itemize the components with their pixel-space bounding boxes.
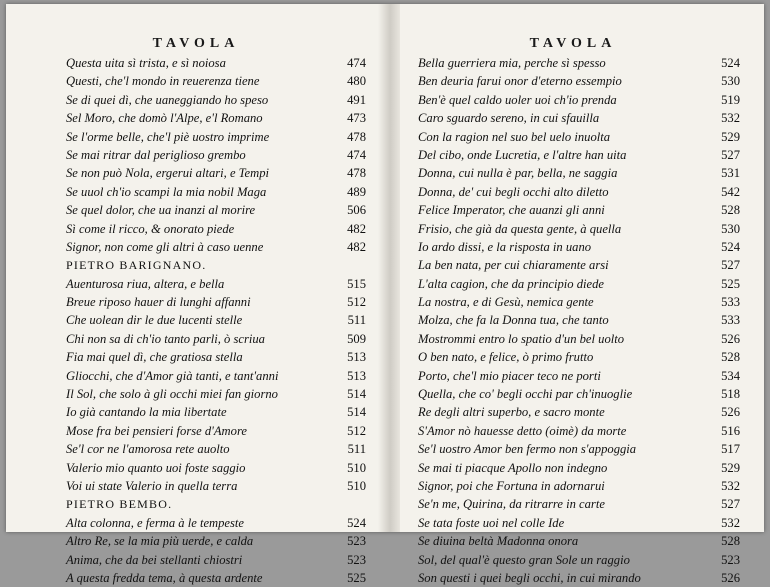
entry-text: S'Amor nò hauesse detto (oimè) da morte [418, 423, 627, 438]
entry-text: Se'l cor ne l'amorosa rete auolto [66, 442, 230, 457]
entry-text: Re degli altri superbo, e sacro monte [418, 405, 605, 420]
index-entry [418, 293, 740, 311]
entry-page-number: 474 [347, 147, 366, 162]
index-entry [66, 551, 366, 569]
entry-text: Signor, poi che Fortuna in adornarui [418, 478, 605, 493]
entry-page-number: 518 [721, 387, 740, 402]
entry-text: Se quel dolor, che ua inanzi al morire [66, 203, 256, 218]
index-entry [66, 440, 366, 458]
entry-page-number: 525 [347, 570, 366, 585]
entry-text: Sol, del qual'è questo gran Sole un raggio [418, 552, 630, 567]
index-entry [418, 422, 740, 440]
entry-text: Che uolean dir le due lucenti stelle [66, 313, 243, 328]
section-heading [66, 256, 366, 274]
index-entry [418, 275, 740, 293]
entry-text: Mostrommi entro lo spatio d'un bel uolto [418, 331, 625, 346]
entry-page-number: 517 [721, 442, 740, 457]
entry-page-number: 526 [721, 405, 740, 420]
entry-page-number: 528 [721, 534, 740, 549]
entry-page-number: 527 [721, 497, 740, 512]
entry-text: Alta colonna, e ferma à le tempeste [66, 515, 245, 530]
index-entry [418, 54, 740, 72]
entry-page-number: 514 [347, 387, 366, 402]
entry-page-number: 506 [347, 203, 366, 218]
index-entry [418, 220, 740, 238]
entry-text: Gliocchi, che d'Amor già tanti, e tant'anni [66, 368, 279, 383]
entry-text: Se diuina beltà Madonna onora [418, 534, 579, 549]
entry-page-number: 529 [721, 129, 740, 144]
entry-page-number: 489 [347, 184, 366, 199]
entry-page-number: 474 [347, 56, 366, 70]
entry-page-number: 528 [721, 350, 740, 365]
entry-text: Se tata foste uoi nel colle Ide [418, 515, 565, 530]
entry-text: Altro Re, se la mia più uerde, e calda [66, 534, 254, 549]
entry-page-number: 509 [347, 331, 366, 346]
entry-page-number: 512 [347, 295, 366, 310]
index-entry [418, 238, 740, 256]
entry-text: Sel Moro, che domò l'Alpe, e'l Romano [66, 111, 263, 126]
entry-text: Felice Imperator, che auanzi gli anni [418, 203, 605, 218]
index-entry [66, 238, 366, 256]
entry-page-number: 525 [721, 276, 740, 291]
entry-page-number: 482 [347, 221, 366, 236]
index-entry [418, 164, 740, 182]
entry-page-number: 514 [347, 405, 366, 420]
entry-text: Io ardo dissi, e la risposta in uano [418, 239, 592, 254]
index-entry [418, 514, 740, 532]
index-entry [418, 311, 740, 329]
entry-text: Del cibo, onde Lucretia, e l'altre han uita [418, 147, 627, 162]
right-page-title: TAVOLA [529, 36, 617, 51]
entry-text: Se di quei dì, che uaneggiando ho speso [66, 92, 269, 107]
entry-page-number: 530 [721, 74, 740, 89]
index-entry [66, 91, 366, 109]
book-gutter [378, 4, 400, 532]
index-entry [66, 311, 366, 329]
index-entry [418, 348, 740, 366]
index-entry [418, 128, 740, 146]
entry-page-number: 478 [347, 129, 366, 144]
index-entry [66, 459, 366, 477]
left-index-list [66, 54, 366, 587]
entry-page-number: 533 [721, 295, 740, 310]
index-entry [66, 201, 366, 219]
index-entry [66, 330, 366, 348]
entry-page-number: 524 [721, 239, 740, 254]
entry-page-number: 515 [347, 276, 366, 291]
index-entry [418, 91, 740, 109]
entry-page-number: 519 [721, 92, 740, 107]
entry-text: Se uuol ch'io scampi la mia nobil Maga [66, 184, 267, 199]
index-entry [418, 477, 740, 495]
index-entry [66, 293, 366, 311]
index-entry [418, 109, 740, 127]
index-entry [418, 440, 740, 458]
entry-page-number: 516 [721, 423, 740, 438]
entry-page-number: 542 [721, 184, 740, 199]
entry-page-number: 529 [721, 460, 740, 475]
entry-text: Mose fra bei pensieri forse d'Amore [66, 423, 247, 438]
entry-page-number: 532 [721, 111, 740, 126]
left-page-title: TAVOLA [152, 36, 240, 51]
index-entry [418, 403, 740, 421]
right-page [418, 4, 740, 585]
entry-text: La nostra, e di Gesù, nemica gente [418, 295, 594, 310]
entry-page-number: 523 [347, 552, 366, 567]
entry-text: Caro sguardo sereno, in cui sfauilla [418, 111, 600, 126]
index-entry [418, 367, 740, 385]
entry-text: Quella, che co' begli occhi par ch'inuoglie [418, 387, 633, 402]
entry-page-number: 482 [347, 239, 366, 254]
entry-text: Fia mai quel dì, che gratiosa stella [66, 350, 243, 365]
index-entry [66, 385, 366, 403]
entry-text: Molza, che fa la Donna tua, che tanto [418, 313, 609, 328]
entry-page-number: 532 [721, 478, 740, 493]
index-entry [66, 477, 366, 495]
entry-text: Io già cantando la mia libertate [66, 405, 227, 420]
entry-text: Questi, che'l mondo in reuerenza tiene [66, 74, 260, 89]
entry-page-number: 531 [721, 166, 740, 181]
index-entry [66, 164, 366, 182]
entry-page-number: 513 [347, 368, 366, 383]
entry-page-number: 532 [721, 515, 740, 530]
entry-page-number: 530 [721, 221, 740, 236]
entry-page-number: 526 [721, 331, 740, 346]
index-entry [66, 367, 366, 385]
entry-page-number: 511 [347, 313, 366, 328]
entry-page-number: 526 [721, 570, 740, 585]
index-entry [418, 256, 740, 274]
entry-text: Frisio, che già da questa gente, à quella [418, 221, 622, 236]
index-entry [66, 128, 366, 146]
entry-page-number: 528 [721, 203, 740, 218]
entry-page-number: 524 [347, 515, 366, 530]
entry-text: O ben nato, e felice, ò primo frutto [418, 350, 594, 365]
right-index-list [418, 54, 740, 587]
left-page [66, 4, 366, 585]
entry-text: Se mai ritrar dal periglioso grembo [66, 147, 246, 162]
index-entry [66, 422, 366, 440]
index-entry [66, 109, 366, 127]
index-entry [418, 495, 740, 513]
entry-page-number: 513 [347, 350, 366, 365]
index-entry [418, 146, 740, 164]
index-entry [418, 532, 740, 550]
book-spread [6, 4, 764, 585]
entry-text: Il Sol, che solo à gli occhi miei fan giorno [66, 387, 278, 402]
entry-text: Son questi i quei begli occhi, in cui mirando [418, 570, 641, 585]
entry-page-number: 512 [347, 423, 366, 438]
entry-text: A questa fredda tema, à questa ardente [66, 570, 263, 585]
index-entry [66, 220, 366, 238]
entry-text: Ben deuria farui onor d'eterno essempio [418, 74, 622, 89]
entry-page-number: 480 [347, 74, 366, 89]
entry-page-number: 478 [347, 166, 366, 181]
entry-page-number: 527 [721, 258, 740, 273]
entry-page-number: 523 [347, 534, 366, 549]
entry-text: Se non può Nola, ergerui altari, e Tempi [66, 166, 270, 181]
entry-text: PIETRO BARIGNANO. [66, 258, 207, 273]
index-entry [418, 385, 740, 403]
entry-text: Con la ragion nel suo bel uelo inuolta [418, 129, 611, 144]
index-entry [418, 72, 740, 90]
index-entry [418, 330, 740, 348]
index-entry [66, 569, 366, 587]
entry-text: PIETRO BEMBO. [66, 497, 173, 512]
entry-text: Questa uita sì trista, e sì noiosa [66, 56, 226, 70]
entry-text: Voi ui state Valerio in quella terra [66, 478, 238, 493]
entry-text: L'alta cagion, che da principio diede [418, 276, 604, 291]
entry-page-number: 534 [721, 368, 740, 383]
entry-page-number: 527 [721, 147, 740, 162]
entry-text: Sì come il ricco, & onorato piede [66, 221, 235, 236]
entry-text: Auenturosa riua, altera, e bella [66, 276, 225, 291]
index-entry [418, 459, 740, 477]
entry-text: Donna, cui nulla è par, bella, ne saggia [418, 166, 618, 181]
entry-text: Valerio mio quanto uoi foste saggio [66, 460, 246, 475]
index-entry [66, 514, 366, 532]
entry-page-number: 533 [721, 313, 740, 328]
entry-page-number: 491 [347, 92, 366, 107]
entry-page-number: 523 [721, 552, 740, 567]
entry-text: Ben'è quel caldo uoler uoi ch'io prenda [418, 92, 617, 107]
index-entry [66, 54, 366, 72]
entry-text: Se mai ti piacque Apollo non indegno [418, 460, 608, 475]
index-entry [66, 146, 366, 164]
entry-text: Se'n me, Quirina, da ritrarre in carte [418, 497, 605, 512]
entry-text: Signor, non come gli altri à caso uenne [66, 239, 264, 254]
entry-text: Chi non sa di ch'io tanto parli, ò scriua [66, 331, 265, 346]
entry-page-number: 510 [347, 478, 366, 493]
entry-text: Anima, che da bei stellanti chiostri [66, 552, 243, 567]
entry-page-number: 510 [347, 460, 366, 475]
index-entry [66, 532, 366, 550]
index-entry [418, 551, 740, 569]
entry-page-number: 524 [721, 56, 740, 70]
index-entry [66, 183, 366, 201]
entry-text: Se'l uostro Amor ben fermo non s'appoggia [418, 442, 637, 457]
index-entry [66, 275, 366, 293]
entry-page-number: 511 [347, 442, 366, 457]
index-entry [418, 183, 740, 201]
entry-text: Se l'orme belle, che'l piè uostro imprime [66, 129, 270, 144]
index-entry [66, 72, 366, 90]
entry-page-number: 473 [347, 111, 366, 126]
index-entry [66, 348, 366, 366]
entry-text: Breue riposo hauer di lunghi affanni [66, 295, 251, 310]
entry-text: La ben nata, per cui chiaramente arsi [418, 258, 609, 273]
entry-text: Bella guerriera mia, perche sì spesso [418, 56, 606, 70]
index-entry [418, 201, 740, 219]
entry-text: Porto, che'l mio piacer teco ne porti [418, 368, 601, 383]
index-entry [418, 569, 740, 587]
entry-text: Donna, de' cui begli occhi alto diletto [418, 184, 609, 199]
index-entry [66, 403, 366, 421]
section-heading [66, 495, 366, 513]
